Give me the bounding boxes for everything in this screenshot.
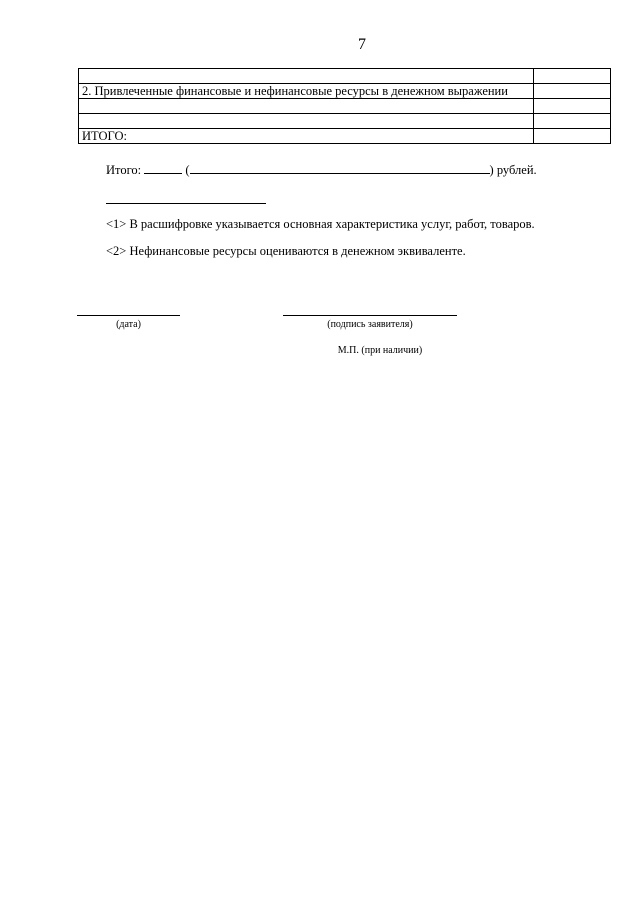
- table-cell-value: [534, 84, 611, 99]
- table-row: [79, 69, 611, 84]
- footnote-1: <1> В расшифровке указывается основная характеристика услуг, работ, товаров.: [106, 217, 535, 231]
- page-number: 7: [358, 36, 366, 53]
- seal-caption: М.П. (при наличии): [337, 345, 423, 356]
- footnote-2: <2> Нефинансовые ресурсы оцениваются в денежном эквиваленте.: [106, 244, 466, 258]
- table-cell-label: [79, 99, 534, 114]
- total-prefix: Итого:: [106, 163, 142, 177]
- table-cell-value: [534, 69, 611, 84]
- total-label: ИТОГО:: [79, 129, 534, 144]
- table-cell-label: [79, 114, 534, 129]
- table-row: [79, 99, 611, 114]
- total-suffix: ) рублей.: [489, 163, 537, 177]
- open-paren: (: [185, 163, 190, 177]
- date-line: [77, 315, 180, 316]
- table-cell-value: [534, 99, 611, 114]
- table-cell-label: 2. Привлеченные финансовые и нефинансовые ресурсы в денежном выражении: [79, 84, 534, 99]
- table-row: [79, 114, 611, 129]
- table-cell-value: [534, 114, 611, 129]
- table-row-total: [79, 129, 611, 144]
- total-line: [106, 161, 537, 178]
- resources-table: [78, 68, 611, 144]
- table-cell-label: [79, 69, 534, 84]
- total-value: [534, 129, 611, 144]
- signature-line: [283, 315, 457, 316]
- table-row: [79, 84, 611, 99]
- footnote-separator: [106, 203, 266, 204]
- date-caption: (дата): [116, 319, 141, 330]
- amount-blank: [144, 161, 182, 174]
- amount-words-blank: [190, 161, 490, 174]
- signature-caption: (подпись заявителя): [327, 319, 413, 330]
